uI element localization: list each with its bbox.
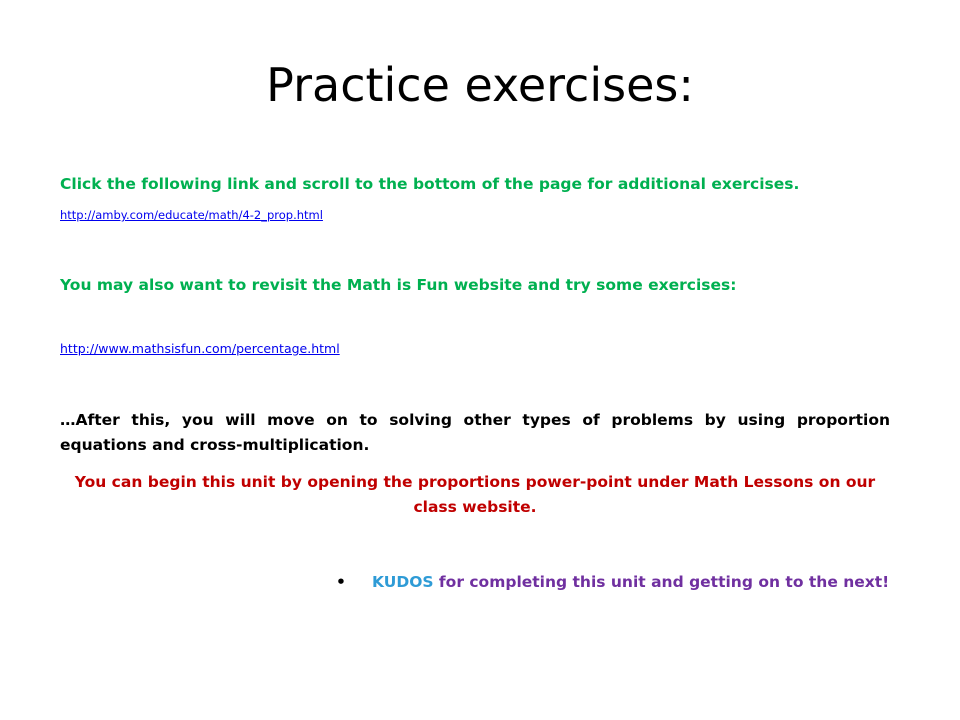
kudos-rest-text: for completing this unit and getting on to the next! (433, 573, 890, 591)
bullet-icon: • (336, 573, 346, 591)
instruction-text-1: Click the following link and scroll to the bottom of the page for additional exercises. (60, 175, 800, 193)
next-step-paragraph: …After this, you will move on to solving other types of problems by using proportion equations and cross-multiplication. (60, 411, 890, 454)
begin-unit-paragraph: You can begin this unit by opening the proportions power-point under Math Lessons on our class website. (74, 473, 876, 516)
kudos-word: KUDOS (372, 573, 434, 591)
kudos-bullet (336, 570, 889, 594)
mathsisfun-link[interactable]: http://www.mathsisfun.com/percentage.html (60, 341, 340, 356)
amby-link[interactable]: http://amby.com/educate/math/4-2_prop.html (60, 208, 323, 222)
instruction-text-2: You may also want to revisit the Math is Fun website and try some exercises: (60, 276, 737, 294)
slide-title: Practice exercises: (266, 58, 694, 112)
